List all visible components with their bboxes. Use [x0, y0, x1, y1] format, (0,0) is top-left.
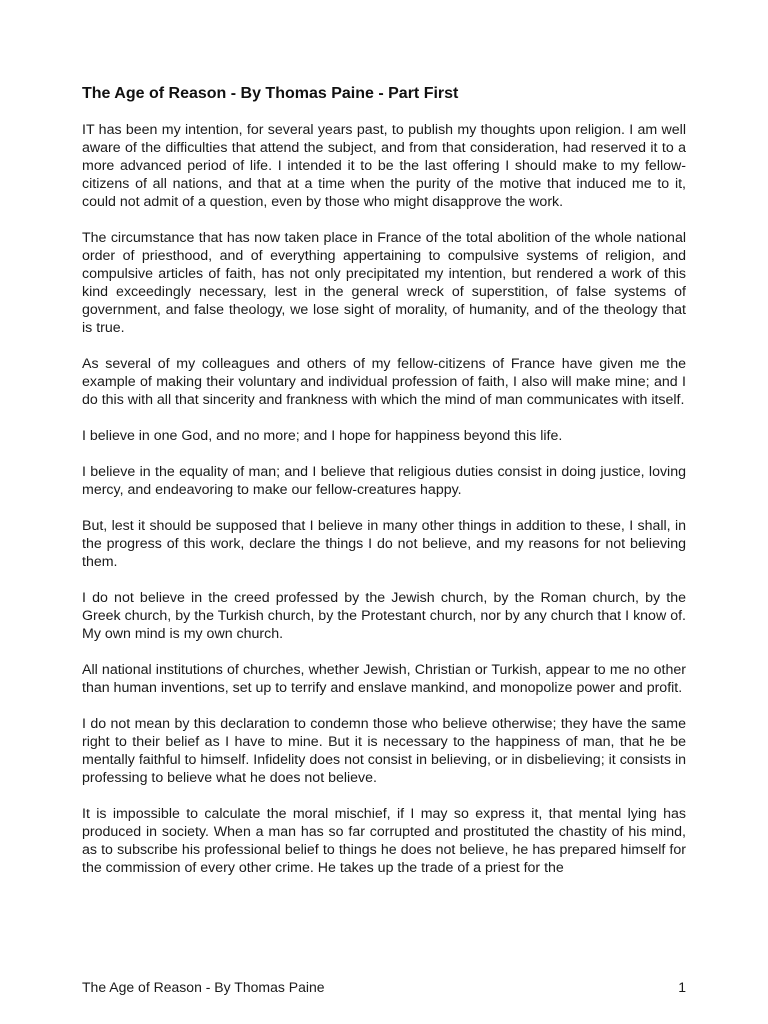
- paragraph: I do not mean by this declaration to condemn those who believe otherwise; they have the same right to their belief as I have to mine. But it is necessary to the happiness of man, that he be mentally faithful to himself. Infidelity does not consist in believing, or in disbelieving; it consists in professing to believe what he does not believe.: [82, 716, 686, 786]
- paragraph: But, lest it should be supposed that I believe in many other things in addition to these, I shall, in the progress of this work, declare the things I do not believe, and my reasons for not believing them.: [82, 518, 686, 570]
- paragraph: I do not believe in the creed professed by the Jewish church, by the Roman church, by the Greek church, by the Turkish church, by the Protestant church, nor by any church that I know of. My own mind is my own church.: [82, 590, 686, 642]
- paragraph: All national institutions of churches, whether Jewish, Christian or Turkish, appear to me no other than human inventions, set up to terrify and enslave mankind, and monopolize power and profit.: [82, 662, 686, 696]
- paragraph: It is impossible to calculate the moral mischief, if I may so express it, that mental lying has produced in society. When a man has so far corrupted and prostituted the chastity of his mind, as to subscribe his professional belief to things he does not believe, he has prepared himself for the commission of every other crime. He takes up the trade of a priest for the: [82, 806, 686, 876]
- paragraph: As several of my colleagues and others of my fellow-citizens of France have given me the example of making their voluntary and individual profession of faith, I also will make mine; and I do this with all that sincerity and frankness with which the mind of man communicates with itself.: [82, 356, 686, 408]
- paragraph: IT has been my intention, for several years past, to publish my thoughts upon religion. I am well aware of the difficulties that attend the subject, and from that consideration, had reserved it to a more advanced period of life. I intended it to be the last offering I should make to my fellow-citizens of all nations, and that at a time when the purity of the motive that induced me to it, could not admit of a question, even by those who might disapprove the work.: [82, 122, 686, 210]
- document-page: [82, 84, 686, 895]
- page-number: 1: [678, 979, 686, 995]
- paragraph: I believe in the equality of man; and I believe that religious duties consist in doing justice, loving mercy, and endeavoring to make our fellow-creatures happy.: [82, 464, 686, 498]
- page-footer: [82, 978, 686, 996]
- footer-title: The Age of Reason - By Thomas Paine: [82, 979, 325, 995]
- paragraph: The circumstance that has now taken place in France of the total abolition of the whole national order of priesthood, and of everything appertaining to compulsive systems of religion, and compulsive articles of faith, has not only precipitated my intention, but rendered a work of this kind exceedingly necessary, lest in the general wreck of superstition, of false systems of government, and false theology, we lose sight of morality, of humanity, and of the theology that is true.: [82, 230, 686, 336]
- document-title: The Age of Reason - By Thomas Paine - Part First: [82, 85, 459, 102]
- paragraph: I believe in one God, and no more; and I hope for happiness beyond this life.: [82, 428, 563, 444]
